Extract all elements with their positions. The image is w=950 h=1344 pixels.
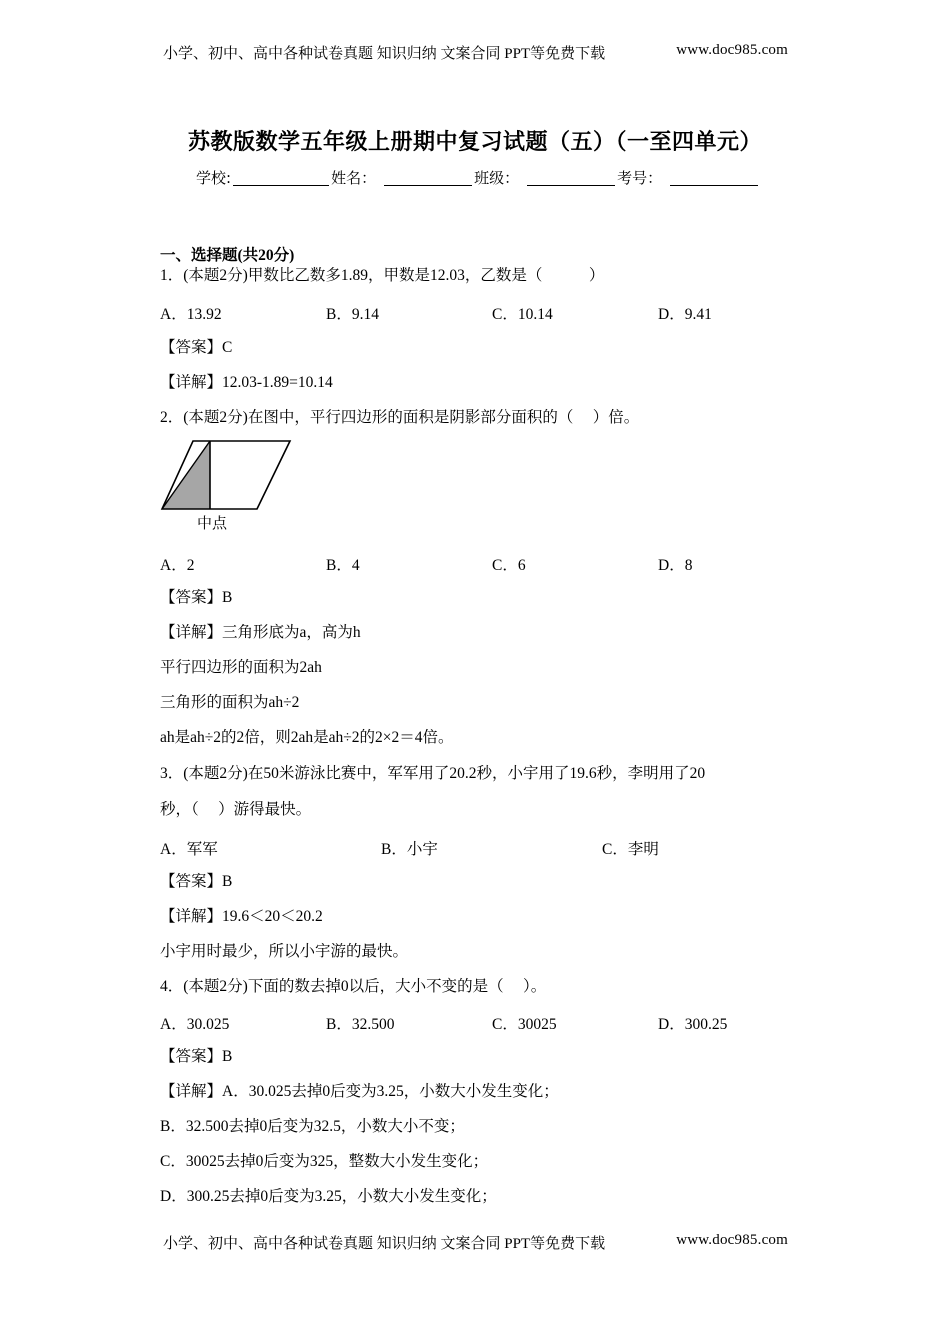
question-2-option-b[interactable]: B．4 (326, 557, 360, 574)
question-4-option-c[interactable]: C．30025 (492, 1016, 557, 1033)
footer-banner-text: 小学、初中、高中各种试卷真题 知识归纳 文案合同 PPT等免费下载 (163, 1236, 606, 1252)
question-2-explanation-4: ah是ah÷2的2倍，则2ah是ah÷2的2×2＝4倍。 (160, 729, 454, 746)
question-3-option-a[interactable]: A．军军 (160, 841, 218, 858)
question-1-stem: 1．(本题2分)甲数比乙数多1.89，甲数是12.03，乙数是（ ） (160, 267, 605, 284)
question-4-explanation-3: C．30025去掉0后变为325，整数大小发生变化； (160, 1153, 489, 1170)
question-2-option-c[interactable]: C．6 (492, 557, 526, 574)
figure-label-midpoint: 中点 (197, 514, 228, 532)
question-1-option-d[interactable]: D．9.41 (658, 306, 712, 323)
question-4-explanation-4: D．300.25去掉0后变为3.25，小数大小发生变化； (160, 1188, 497, 1205)
page-title: 苏教版数学五年级上册期中复习试题（五）（一至四单元） (187, 130, 762, 155)
name-field[interactable] (384, 169, 472, 186)
question-4-option-b[interactable]: B．32.500 (326, 1016, 395, 1033)
header-banner (163, 42, 788, 63)
question-4-stem: 4．(本题2分)下面的数去掉0以后，大小不变的是（ ）。 (160, 978, 547, 995)
question-1-option-a[interactable]: A．13.92 (160, 306, 222, 323)
class-field[interactable] (527, 169, 615, 186)
name-label: 姓名： (331, 169, 377, 187)
footer-banner (163, 1232, 788, 1253)
question-2-answer: 【答案】B (160, 589, 233, 606)
question-3-stem-line-2: 秒，（ ）游得最快。 (160, 801, 312, 818)
question-1-option-b[interactable]: B．9.14 (326, 306, 379, 323)
footer-banner-site[interactable]: www.doc985.com (676, 1232, 788, 1248)
question-4-answer: 【答案】B (160, 1048, 233, 1065)
question-4-option-d[interactable]: D．300.25 (658, 1016, 728, 1033)
question-2-option-a[interactable]: A．2 (160, 557, 195, 574)
question-1-explanation: 【详解】12.03-1.89=10.14 (160, 374, 333, 391)
question-1-option-c[interactable]: C．10.14 (492, 306, 553, 323)
header-banner-text: 小学、初中、高中各种试卷真题 知识归纳 文案合同 PPT等免费下载 (163, 46, 606, 62)
question-3-stem-line-1: 3．(本题2分)在50米游泳比赛中，军军用了20.2秒，小宇用了19.6秒，李明用了20 (160, 765, 706, 782)
student-info-line (196, 167, 758, 188)
question-3-explanation-2: 小宇用时最少，所以小宇游的最快。 (160, 943, 409, 960)
section-heading: 一、选择题(共20分) (160, 247, 295, 264)
school-field[interactable] (233, 169, 329, 186)
question-2-option-d[interactable]: D．8 (658, 557, 693, 574)
number-label: 考号： (617, 169, 663, 187)
question-2-explanation-3: 三角形的面积为ah÷2 (160, 694, 300, 711)
question-4-explanation-1: 【详解】A．30.025去掉0后变为3.25，小数大小发生变化； (160, 1083, 559, 1100)
question-3-option-c[interactable]: C．李明 (602, 841, 659, 858)
question-4-explanation-2: B．32.500去掉0后变为32.5，小数大小不变； (160, 1118, 465, 1135)
class-label: 班级： (474, 169, 520, 187)
question-2-explanation-2: 平行四边形的面积为2ah (160, 659, 322, 676)
header-banner-site[interactable]: www.doc985.com (676, 42, 788, 58)
question-2-stem: 2．(本题2分)在图中，平行四边形的面积是阴影部分面积的（ ）倍。 (160, 409, 640, 426)
question-3-explanation-1: 【详解】19.6＜20＜20.2 (160, 908, 323, 925)
question-1-answer: 【答案】C (160, 339, 233, 356)
parallelogram-figure (155, 435, 300, 520)
school-label: 学校: (196, 169, 232, 187)
question-3-option-b[interactable]: B．小宇 (381, 841, 438, 858)
question-2-explanation-1: 【详解】三角形底为a，高为h (160, 624, 361, 641)
question-3-answer: 【答案】B (160, 873, 233, 890)
question-4-option-a[interactable]: A．30.025 (160, 1016, 230, 1033)
number-field[interactable] (670, 169, 758, 186)
